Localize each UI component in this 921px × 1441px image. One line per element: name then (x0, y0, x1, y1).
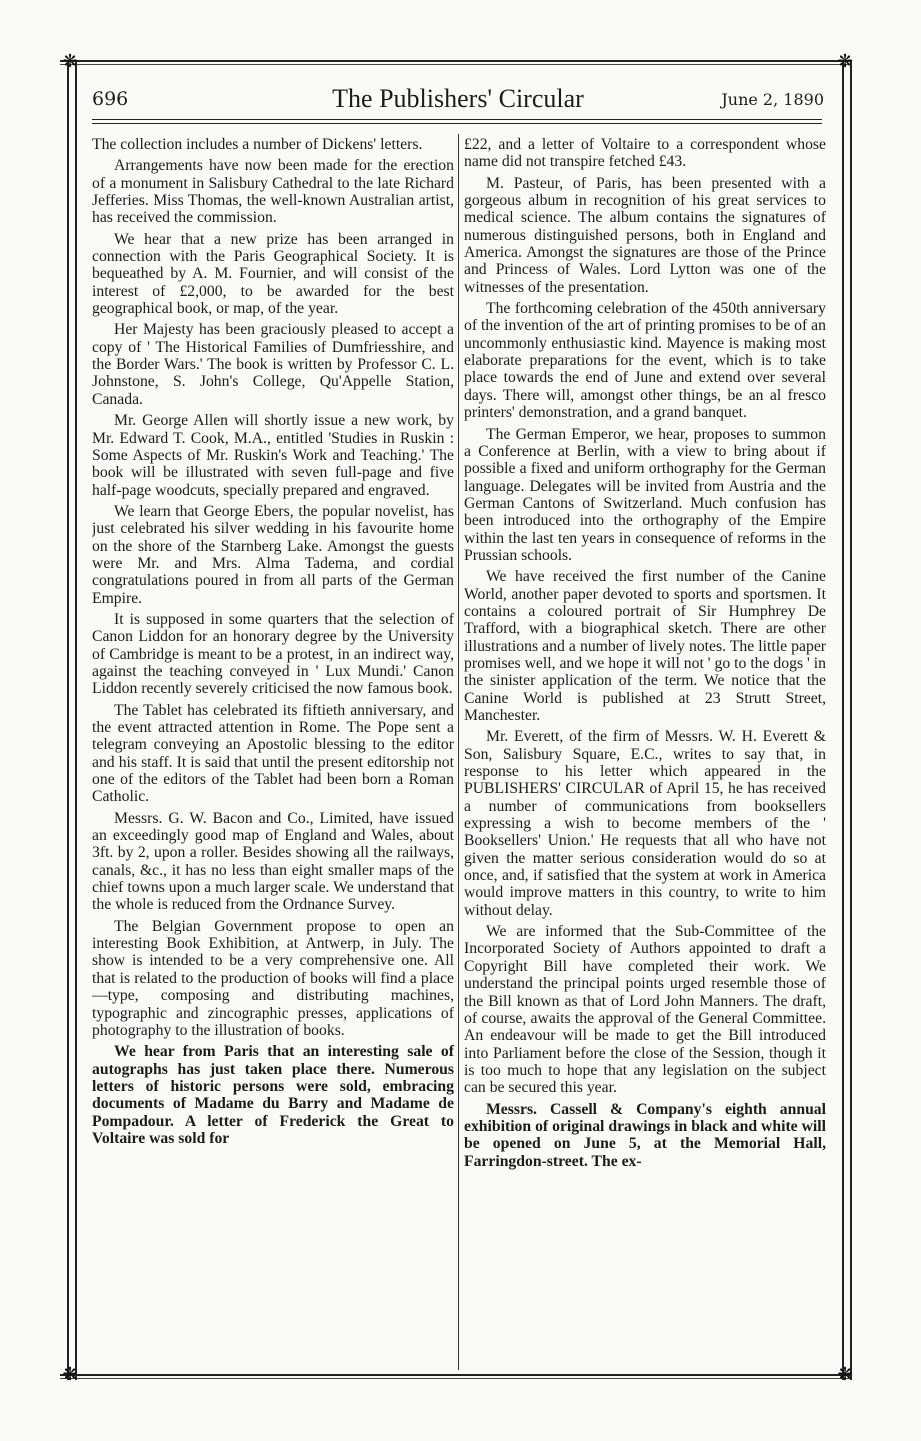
paragraph: Arrangements have now been made for the erection of a monument in Salisbury Cathedral to the late Richard Jefferies. Miss Thomas, the well-known Australian artist, has received the commission. (92, 157, 454, 227)
paragraph: We hear from Paris that an interesting sale of autographs has just taken place there. Numerous letters of historic persons were sold, embracing documents of Madame du Barry and Madame de Pompadour. A letter of Frederick the Great to Voltaire was sold for (92, 1043, 454, 1147)
paragraph: It is supposed in some quarters that the selection of Canon Liddon for an honorary degree by the University of Cambridge is meant to be a protest, in an indirect way, against the teaching conveyed in ' Lux Mundi.' Canon Liddon recently severely criticised the now famous book. (92, 610, 454, 698)
page-number: 696 (92, 88, 129, 110)
column-divider (458, 134, 459, 1370)
right-border-frame (842, 60, 852, 1380)
paragraph: Messrs. G. W. Bacon and Co., Limited, have issued an exceedingly good map of England and Wales, about 3ft. by 2, upon a roller. Besides showing all the railways, canals, &c., it has no less than eight smaller maps of the chief towns upon a much larger scale. We understand that the whole is reduced from the Ordnance Survey. (92, 809, 454, 914)
paragraph: The forthcoming celebration of the 450th anniversary of the invention of the art of printing promises to be of an uncommonly enthusiastic kind. Mayence is making most elaborate preparations for the event, which is to take place towards the end of June and extend over several days. There will, amongst other things, be an al fresco printers' demonstration, and a grand banquet. (464, 300, 826, 422)
left-border-frame (67, 60, 77, 1380)
paragraph: We are informed that the Sub-Committee of the Incorporated Society of Authors appointed to draft a Copyright Bill have completed their work. We understand the principal points urged resemble those of the Bill known as that of Lord John Manners. The draft, of course, awaits the approval of the General Committee. An endeavour will be made to get the Bill introduced into Parliament before the close of the Session, though it is too much to hope that any legislation on the subject can be secured this year. (464, 923, 826, 1097)
page-header (92, 84, 824, 114)
paragraph: M. Pasteur, of Paris, has been presented with a gorgeous album in recognition of his great services to medical science. The album contains the signatures of numerous distinguished persons, both in England and America. Amongst the signatures are those of the Prince and Princess of Wales. Lord Lytton was one of the witnesses of the presentation. (464, 174, 826, 296)
issue-date: June 2, 1890 (721, 90, 824, 109)
paragraph: The Belgian Government propose to open an interesting Book Exhibition, at Antwerp, in July. The show is intended to be a very comprehensive one. All that is related to the production of books will find a place—type, composing and distributing machines, typographic and zincographic presses, applications of photography to the illustration of books. (92, 917, 454, 1039)
top-border-rule-inner (60, 64, 850, 65)
paragraph: The collection includes a number of Dickens' letters. (92, 136, 423, 153)
corner-ornament-icon: ❋ (837, 51, 853, 72)
left-column (92, 136, 454, 1368)
paragraph: Messrs. Cassell & Company's eighth annual exhibition of original drawings in black and white will be opened on June 5, at the Memorial Hall, Farringdon-street. The ex- (464, 1100, 826, 1170)
paragraph: Her Majesty has been graciously pleased to accept a copy of ' The Historical Families of Dumfriesshire, and the Border Wars.' The book is written by Professor C. L. Johnstone, S. John's College, Qu'Appelle Station, Canada. (92, 321, 454, 408)
top-border-rule (60, 60, 850, 62)
corner-ornament-icon: ❋ (62, 1364, 78, 1385)
paragraph: We have received the first number of the Canine World, another paper devoted to sports and sportsmen. It contains a coloured portrait of Sir Humphrey De Trafford, with a biographical sketch. There are other illustrations and a number of lively notes. The little paper promises well, and we hope it will not ' go to the dogs ' in the sinister application of the term. We notice that the Canine World is published at 23 Strutt Street, Manchester. (464, 568, 826, 724)
paragraph: We hear that a new prize has been arranged in connection with the Paris Geographical Society. It is bequeathed by A. M. Fournier, and will consist of the interest of £2,000, to be awarded for the best geographical book, or map, of the year. (92, 230, 454, 318)
paragraph: £22, and a letter of Voltaire to a correspondent whose name did not transpire fetched £43. (464, 136, 826, 171)
corner-ornament-icon: ❋ (62, 51, 78, 72)
corner-ornament-icon: ❋ (837, 1364, 853, 1385)
bottom-border-rule (60, 1374, 850, 1376)
paragraph: The Tablet has celebrated its fiftieth anniversary, and the event attracted attention in Rome. The Pope sent a telegram conveying an Apostolic blessing to the editor and his staff. It is said that until the present editorship not one of the editors of the Tablet had been born a Roman Catholic. (92, 701, 454, 806)
paragraph: Mr. Everett, of the firm of Messrs. W. H. Everett & Son, Salisbury Square, E.C., writes to say that, in response to his letter which appeared in the PUBLISHERS' CIRCULAR of April 15, he has received a number of communications from booksellers expressing a wish to become members of the ' Booksellers' Union.' He requests that all who have not given the matter serious consideration would do so at once, and, if satisfied that the system at work in America would improve matters in this country, to write to him without delay. (464, 728, 826, 919)
header-rule-double (92, 123, 822, 124)
right-column (464, 136, 826, 1368)
header-rule (92, 119, 822, 120)
bottom-border-rule-inner (60, 1378, 850, 1379)
paragraph: Mr. George Allen will shortly issue a new work, by Mr. Edward T. Cook, M.A., entitled 'Studies in Ruskin : Some Aspects of Mr. Ruskin's Work and Teaching.' The book will be illustrated with seven full-page and five half-page woodcuts, specially prepared and engraved. (92, 412, 454, 499)
paragraph: We learn that George Ebers, the popular novelist, has just celebrated his silver wedding in his favourite home on the shore of the Starnberg Lake. Amongst the guests were Mr. and Mrs. Alma Tadema, and cordial congratulations poured in from all parts of the German Empire. (92, 502, 454, 607)
paragraph: The German Emperor, we hear, proposes to summon a Conference at Berlin, with a view to bring about if possible a fixed and uniform orthography for the German language. Delegates will be invited from Austria and the German Cantons of Switzerland. Much confusion has been introduced into the orthography of the Empire within the last ten years in consequence of reforms in the Prussian schools. (464, 425, 826, 564)
masthead-title: The Publishers' Circular (332, 84, 584, 113)
